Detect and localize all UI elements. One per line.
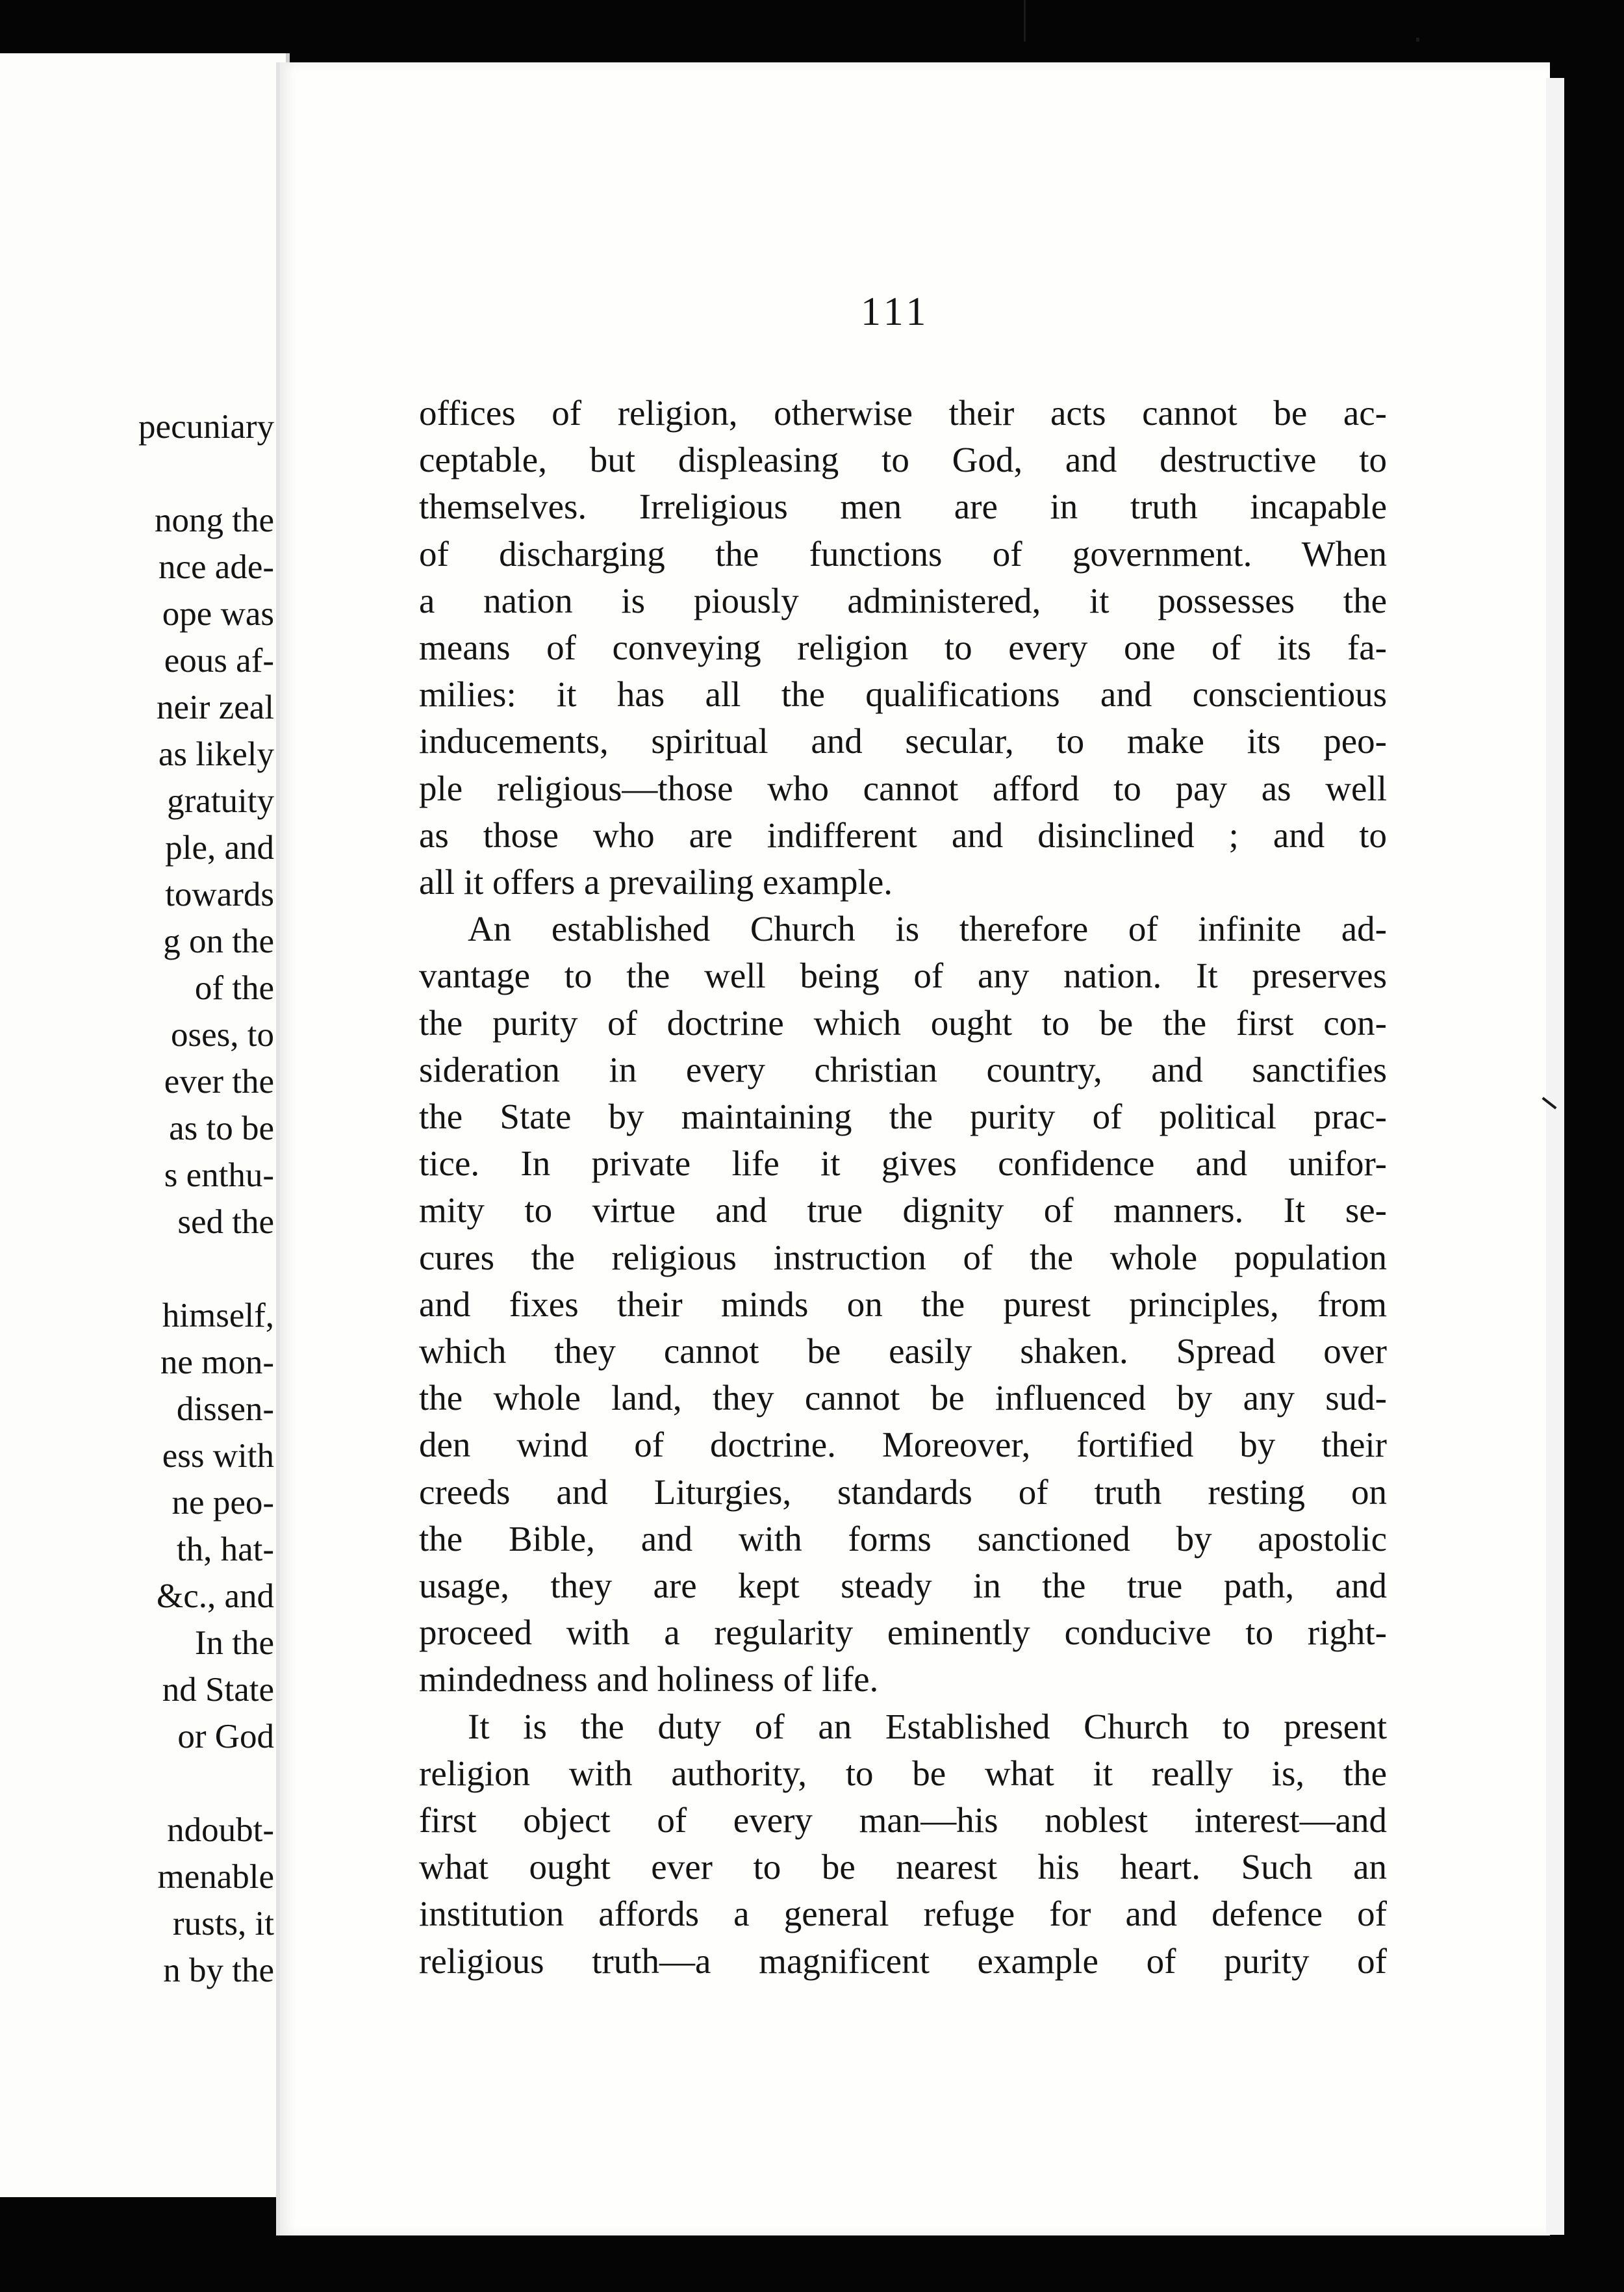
left-page-line: g on the bbox=[163, 923, 274, 960]
left-page-line: neir zeal bbox=[157, 689, 274, 726]
left-page-line: as likely bbox=[158, 735, 274, 773]
body-line: the Bible, and with forms sanctioned by apostolic bbox=[419, 1518, 1387, 1559]
body-line: first object of every man—his noblest interest—and bbox=[419, 1800, 1387, 1840]
left-page-line: th, hat- bbox=[176, 1531, 274, 1568]
body-line: den wind of doctrine. Moreover, fortified by their bbox=[419, 1425, 1387, 1465]
body-line: as those who are indifferent and disinclined ; and to bbox=[419, 815, 1387, 855]
body-line: mity to virtue and true dignity of manners. It se- bbox=[419, 1190, 1387, 1230]
body-line: cures the religious instruction of the whole population bbox=[419, 1237, 1387, 1277]
body-line: ceptable, but displeasing to God, and destructive to bbox=[419, 440, 1387, 480]
left-page-line: nce ade- bbox=[159, 548, 274, 586]
left-page-line: &c., and bbox=[156, 1577, 274, 1615]
body-line: of discharging the functions of government. When bbox=[419, 533, 1387, 574]
body-line: sideration in every christian country, and sanctifies bbox=[419, 1049, 1387, 1089]
body-line: which they cannot be easily shaken. Spread over bbox=[419, 1331, 1387, 1371]
body-line: It is the duty of an Established Church to present bbox=[468, 1706, 1387, 1746]
body-line: creeds and Liturgies, standards of truth resting on bbox=[419, 1471, 1387, 1512]
body-line: religion with authority, to be what it really is, the bbox=[419, 1753, 1387, 1793]
left-page-line: towards bbox=[165, 876, 274, 913]
body-line: themselves. Irreligious men are in truth incapable bbox=[419, 487, 1387, 527]
left-page-line: oses, to bbox=[171, 1016, 274, 1054]
left-page-line: pecuniary bbox=[138, 408, 274, 446]
left-page-line: ess with bbox=[162, 1437, 274, 1475]
left-page-line: gratuity bbox=[167, 782, 274, 820]
body-line: the whole land, they cannot be influenced by any sud- bbox=[419, 1378, 1387, 1418]
body-line: milies: it has all the qualifications and conscientious bbox=[419, 674, 1387, 715]
body-line: all it offers a prevailing example. bbox=[419, 862, 893, 902]
left-page-line: as to be bbox=[169, 1110, 274, 1147]
body-line: vantage to the well being of any nation. It preserves bbox=[419, 956, 1387, 996]
body-line: religious truth—a magnificent example of purity of bbox=[419, 1941, 1387, 1981]
body-line: and fixes their minds on the purest principles, from bbox=[419, 1284, 1387, 1324]
body-line: the purity of doctrine which ought to be the first con- bbox=[419, 1002, 1387, 1043]
left-page-line: ple, and bbox=[165, 829, 274, 867]
page-edge bbox=[1546, 78, 1564, 2235]
left-page-line: ever the bbox=[164, 1063, 274, 1101]
body-line: tice. In private life it gives confidence and unifor- bbox=[419, 1143, 1387, 1184]
left-page-line: nong the bbox=[155, 502, 274, 539]
body-line: proceed with a regularity eminently conducive to right- bbox=[419, 1612, 1387, 1653]
left-page-line: eous af- bbox=[164, 642, 274, 680]
body-line: usage, they are kept steady in the true path, and bbox=[419, 1566, 1387, 1605]
left-page-line: ndoubt- bbox=[167, 1811, 274, 1849]
body-line: offices of religion, otherwise their acts cannot be ac- bbox=[419, 393, 1387, 433]
body-line: what ought ever to be nearest his heart. Such an bbox=[419, 1847, 1387, 1887]
body-line: means of conveying religion to every one of its fa- bbox=[419, 628, 1387, 667]
body-line: a nation is piously administered, it possesses the bbox=[419, 580, 1387, 620]
scan-speck bbox=[1416, 38, 1419, 42]
left-page-line: menable bbox=[157, 1858, 274, 1896]
body-line: institution affords a general refuge for and defence of bbox=[419, 1894, 1387, 1934]
body-line: mindedness and holiness of life. bbox=[419, 1659, 879, 1700]
left-page-line: n by the bbox=[163, 1952, 274, 1989]
body-line: the State by maintaining the purity of political prac- bbox=[419, 1097, 1387, 1136]
left-page-line: s enthu- bbox=[164, 1156, 274, 1194]
left-page-line: sed the bbox=[177, 1203, 274, 1241]
left-page-line: himself, bbox=[162, 1297, 274, 1334]
left-page-line: In the bbox=[194, 1624, 274, 1662]
left-page-line: ope was bbox=[162, 595, 274, 633]
left-page-line: nd State bbox=[162, 1671, 274, 1709]
left-page-line: of the bbox=[194, 969, 274, 1007]
left-page-line: ne peo- bbox=[171, 1484, 274, 1522]
body-line: An established Church is therefore of infinite ad- bbox=[468, 909, 1387, 949]
scan-speck bbox=[1024, 0, 1026, 42]
left-page-line: rusts, it bbox=[172, 1905, 274, 1942]
left-page-line: or God bbox=[177, 1718, 274, 1755]
body-line: inducements, spiritual and secular, to make its peo- bbox=[419, 721, 1387, 761]
left-page-line: ne mon- bbox=[160, 1343, 274, 1381]
page-number: 111 bbox=[861, 290, 930, 334]
left-page bbox=[0, 53, 290, 2197]
left-page-line: dissen- bbox=[176, 1390, 274, 1428]
body-line: ple religious—those who cannot afford to pay as well bbox=[419, 768, 1387, 808]
